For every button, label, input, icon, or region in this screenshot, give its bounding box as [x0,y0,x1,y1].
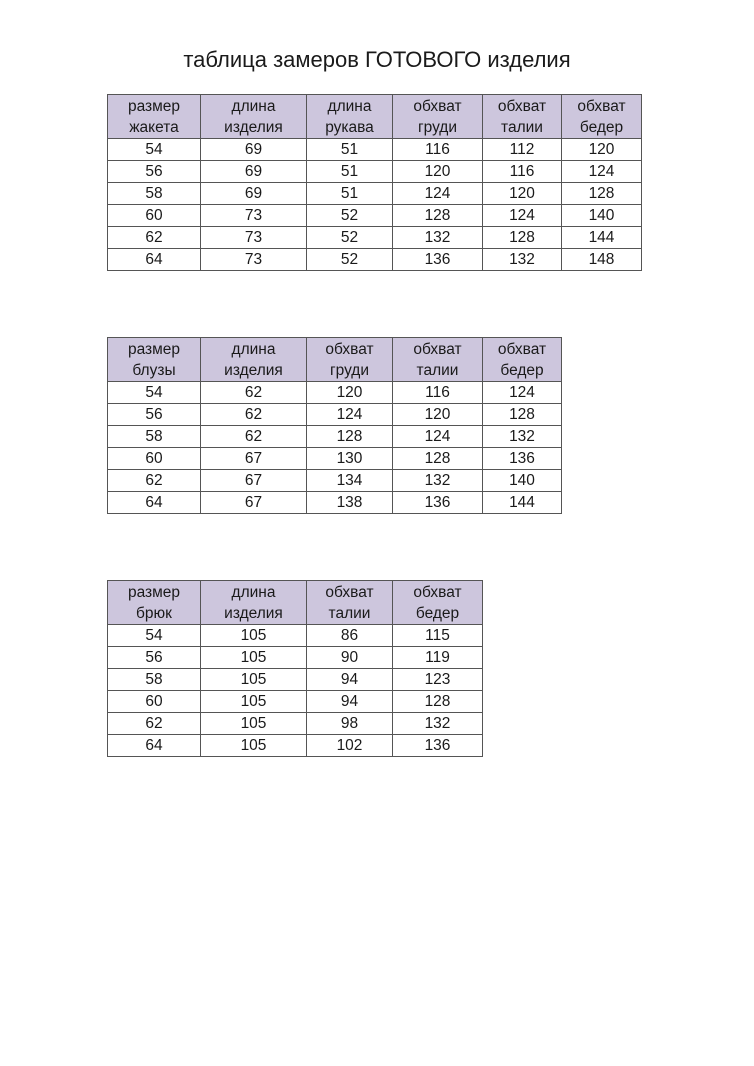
table-row [108,470,562,492]
table-row [108,448,562,470]
table-row [108,183,642,205]
table-cell: 60 [108,205,201,227]
table-cell: 102 [307,735,393,757]
table-cell: 67 [201,448,307,470]
table-cell: 56 [108,647,201,669]
column-header: обхват груди [393,95,483,139]
table-cell: 58 [108,426,201,448]
table-cell: 69 [201,183,307,205]
table-cell: 128 [483,404,562,426]
table-cell: 54 [108,382,201,404]
table-cell: 56 [108,404,201,426]
table-cell: 69 [201,161,307,183]
table-cell: 134 [307,470,393,492]
column-header: длина рукава [307,95,393,139]
trousers-size-table [107,580,483,757]
table-cell: 64 [108,249,201,271]
table-cell: 138 [307,492,393,514]
table-cell: 58 [108,183,201,205]
table-cell: 62 [201,382,307,404]
table-cell: 94 [307,669,393,691]
table-cell: 123 [393,669,483,691]
table-cell: 64 [108,492,201,514]
table-cell: 136 [393,492,483,514]
table-cell: 132 [393,470,483,492]
blouse-size-table [107,337,562,514]
table-cell: 90 [307,647,393,669]
column-header: обхват бедер [483,338,562,382]
column-header: обхват талии [393,338,483,382]
table-cell: 136 [393,249,483,271]
table-cell: 73 [201,205,307,227]
table-row [108,625,483,647]
table-cell: 124 [307,404,393,426]
table-cell: 120 [483,183,562,205]
column-header: размер брюк [108,581,201,625]
table-cell: 98 [307,713,393,735]
table-row [108,426,562,448]
table-cell: 132 [483,426,562,448]
table-cell: 105 [201,691,307,713]
table-cell: 105 [201,669,307,691]
table-row [108,492,562,514]
table-cell: 73 [201,249,307,271]
table-cell: 124 [562,161,642,183]
table-row [108,382,562,404]
table-cell: 144 [483,492,562,514]
table-cell: 144 [562,227,642,249]
table-cell: 130 [307,448,393,470]
table-cell: 60 [108,691,201,713]
page-title: таблица замеров ГОТОВОГО изделия [183,47,571,72]
table-cell: 51 [307,183,393,205]
table-row [108,691,483,713]
column-header: обхват груди [307,338,393,382]
table-cell: 128 [393,205,483,227]
table-cell: 54 [108,625,201,647]
column-header: размер блузы [108,338,201,382]
table-cell: 136 [393,735,483,757]
table-cell: 69 [201,139,307,161]
table-row [108,227,642,249]
table-cell: 120 [562,139,642,161]
table-cell: 62 [108,470,201,492]
table-cell: 128 [393,448,483,470]
table-cell: 132 [393,713,483,735]
table-row [108,139,642,161]
table-cell: 116 [483,161,562,183]
table-cell: 120 [393,161,483,183]
column-header: обхват бедер [562,95,642,139]
table-cell: 140 [483,470,562,492]
table-cell: 58 [108,669,201,691]
table-cell: 94 [307,691,393,713]
table-row [108,249,642,271]
table-cell: 128 [562,183,642,205]
table-header-row [108,338,562,382]
table-row [108,161,642,183]
table-cell: 124 [483,205,562,227]
table-cell: 124 [393,183,483,205]
column-header: обхват талии [483,95,562,139]
table-cell: 105 [201,735,307,757]
table-row [108,713,483,735]
table-cell: 52 [307,227,393,249]
table-cell: 120 [393,404,483,426]
table-cell: 62 [201,404,307,426]
table-row [108,404,562,426]
table-cell: 132 [393,227,483,249]
table-cell: 128 [483,227,562,249]
table-cell: 54 [108,139,201,161]
table-cell: 105 [201,625,307,647]
table-cell: 67 [201,492,307,514]
column-header: длина изделия [201,581,307,625]
column-header: длина изделия [201,95,307,139]
column-header: обхват бедер [393,581,483,625]
table-cell: 56 [108,161,201,183]
table-row [108,647,483,669]
table-cell: 116 [393,382,483,404]
table-cell: 115 [393,625,483,647]
table-cell: 136 [483,448,562,470]
table-cell: 52 [307,205,393,227]
table-row [108,205,642,227]
table-cell: 51 [307,161,393,183]
table-cell: 124 [393,426,483,448]
table-cell: 67 [201,470,307,492]
table-cell: 128 [393,691,483,713]
table-cell: 119 [393,647,483,669]
table-cell: 62 [108,227,201,249]
column-header: длина изделия [201,338,307,382]
table-cell: 86 [307,625,393,647]
table-cell: 128 [307,426,393,448]
table-cell: 105 [201,713,307,735]
table-cell: 51 [307,139,393,161]
table-cell: 120 [307,382,393,404]
table-row [108,669,483,691]
table-cell: 116 [393,139,483,161]
column-header: размер жакета [108,95,201,139]
jacket-size-table [107,94,642,271]
table-cell: 62 [108,713,201,735]
table-cell: 62 [201,426,307,448]
table-cell: 64 [108,735,201,757]
table-cell: 132 [483,249,562,271]
table-cell: 124 [483,382,562,404]
table-row [108,735,483,757]
table-header-row [108,95,642,139]
column-header: обхват талии [307,581,393,625]
table-cell: 140 [562,205,642,227]
table-cell: 60 [108,448,201,470]
table-cell: 73 [201,227,307,249]
table-header-row [108,581,483,625]
table-cell: 148 [562,249,642,271]
table-cell: 52 [307,249,393,271]
table-cell: 112 [483,139,562,161]
table-cell: 105 [201,647,307,669]
